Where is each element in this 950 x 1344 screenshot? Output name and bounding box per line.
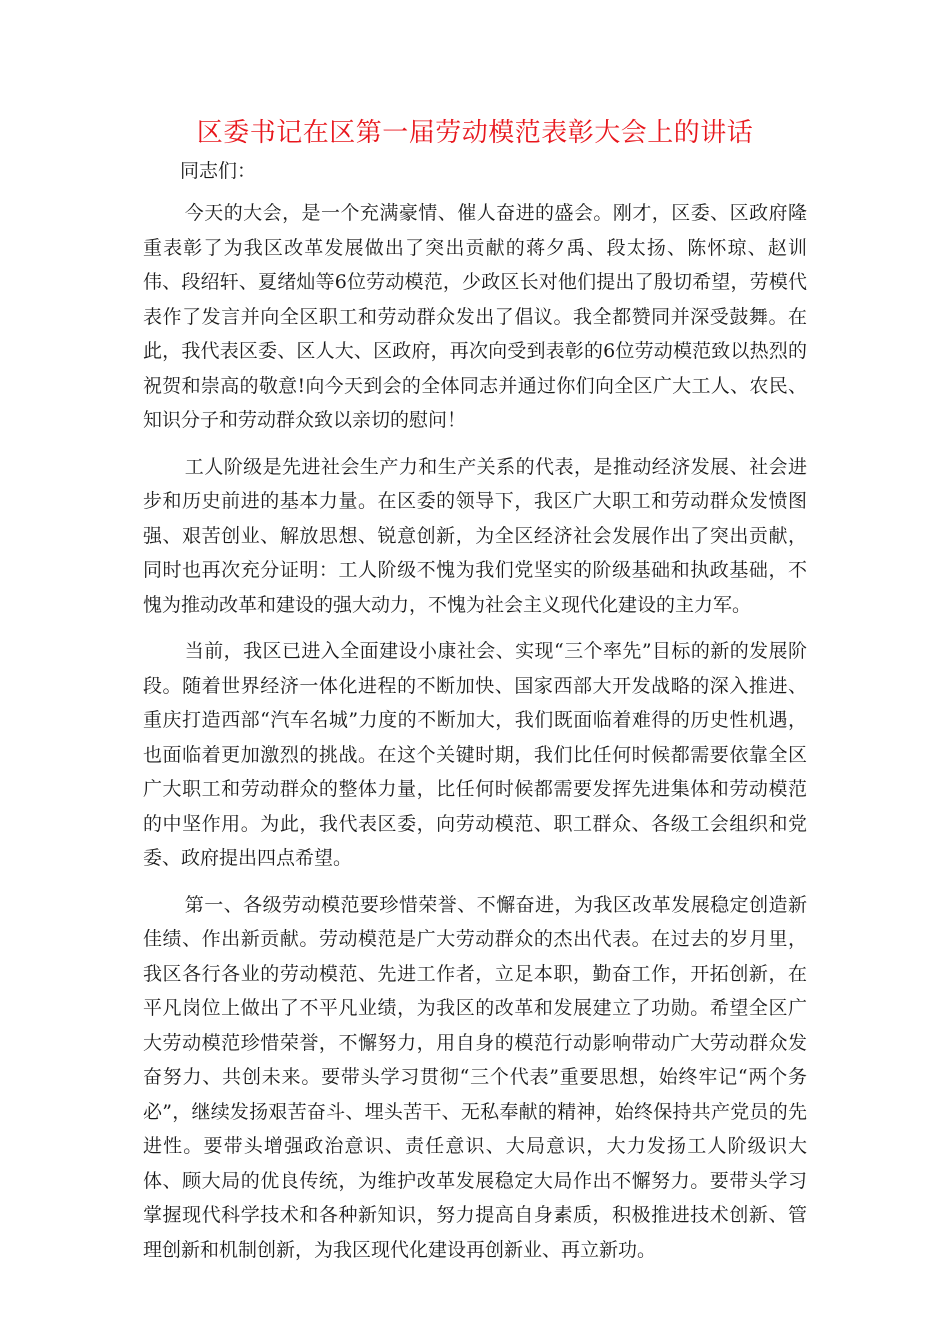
paragraph-2: 工人阶级是先进社会生产力和生产关系的代表，是推动经济发展、社会进步和历史前进的基本力量。在区委的领导下，我区广大职工和劳动群众发愤图强、艰苦创业、解放思想、锐意创新，为全区经济社会发展作出了突出贡献，同时也再次充分证明：工人阶级不愧为我们党坚实的阶级基础和执政基础，不愧为推动改革和建设的强大动力，不愧为社会主义现代化建设的主力军。 (143, 455, 807, 616)
document-body (143, 196, 807, 1279)
document-title: 区委书记在区第一届劳动模范表彰大会上的讲话 (196, 118, 754, 148)
paragraph-1: 今天的大会，是一个充满豪情、催人奋进的盛会。刚才，区委、区政府隆重表彰了为我区改革发展做出了突出贡献的蒋夕禹、段太扬、陈怀琼、赵训伟、段绍轩、夏绪灿等6位劳动模范，少政区长对他们提出了殷切希望，劳模代表作了发言并向全区职工和劳动群众发出了倡议。我全都赞同并深受鼓舞。在此，我代表区委、区人大、区政府，再次向受到表彰的6位劳动模范致以热烈的祝贺和崇高的敬意!向今天到会的全体同志并通过你们向全区广大工人、农民、知识分子和劳动群众致以亲切的慰问！ (143, 202, 807, 431)
paragraph-4: 第一、各级劳动模范要珍惜荣誉、不懈奋进，为我区改革发展稳定创造新佳绩、作出新贡献。劳动模范是广大劳动群众的杰出代表。在过去的岁月里，我区各行各业的劳动模范、先进工作者，立足本职，勤奋工作，开拓创新，在平凡岗位上做出了不平凡业绩，为我区的改革和发展建立了功勋。希望全区广大劳动模范珍惜荣誉，不懈努力，用自身的模范行动影响带动广大劳动群众发奋努力、共创未来。要带头学习贯彻“三个代表”重要思想，始终牢记“两个务必”，继续发扬艰苦奋斗、埋头苦干、无私奉献的精神，始终保持共产党员的先进性。要带头增强政治意识、责任意识、大局意识，大力发扬工人阶级识大体、顾大局的优良传统，为维护改革发展稳定大局作出不懈努力。要带头学习掌握现代科学技术和各种新知识，努力提高自身素质，积极推进技术创新、管理创新和机制创新，为我区现代化建设再创新业、再立新功。 (143, 893, 807, 1261)
salutation: 同志们： (180, 160, 257, 182)
paragraph-3: 当前，我区已进入全面建设小康社会、实现“三个率先”目标的新的发展阶段。随着世界经济一体化进程的不断加快、国家西部大开发战略的深入推进、重庆打造西部“汽车名城”力度的不断加大，我们既面临着难得的历史性机遇，也面临着更加激烈的挑战。在这个关键时期，我们比任何时候都需要依靠全区广大职工和劳动群众的整体力量，比任何时候都需要发挥先进集体和劳动模范的中坚作用。为此，我代表区委，向劳动模范、职工群众、各级工会组织和党委、政府提出四点希望。 (143, 640, 807, 869)
